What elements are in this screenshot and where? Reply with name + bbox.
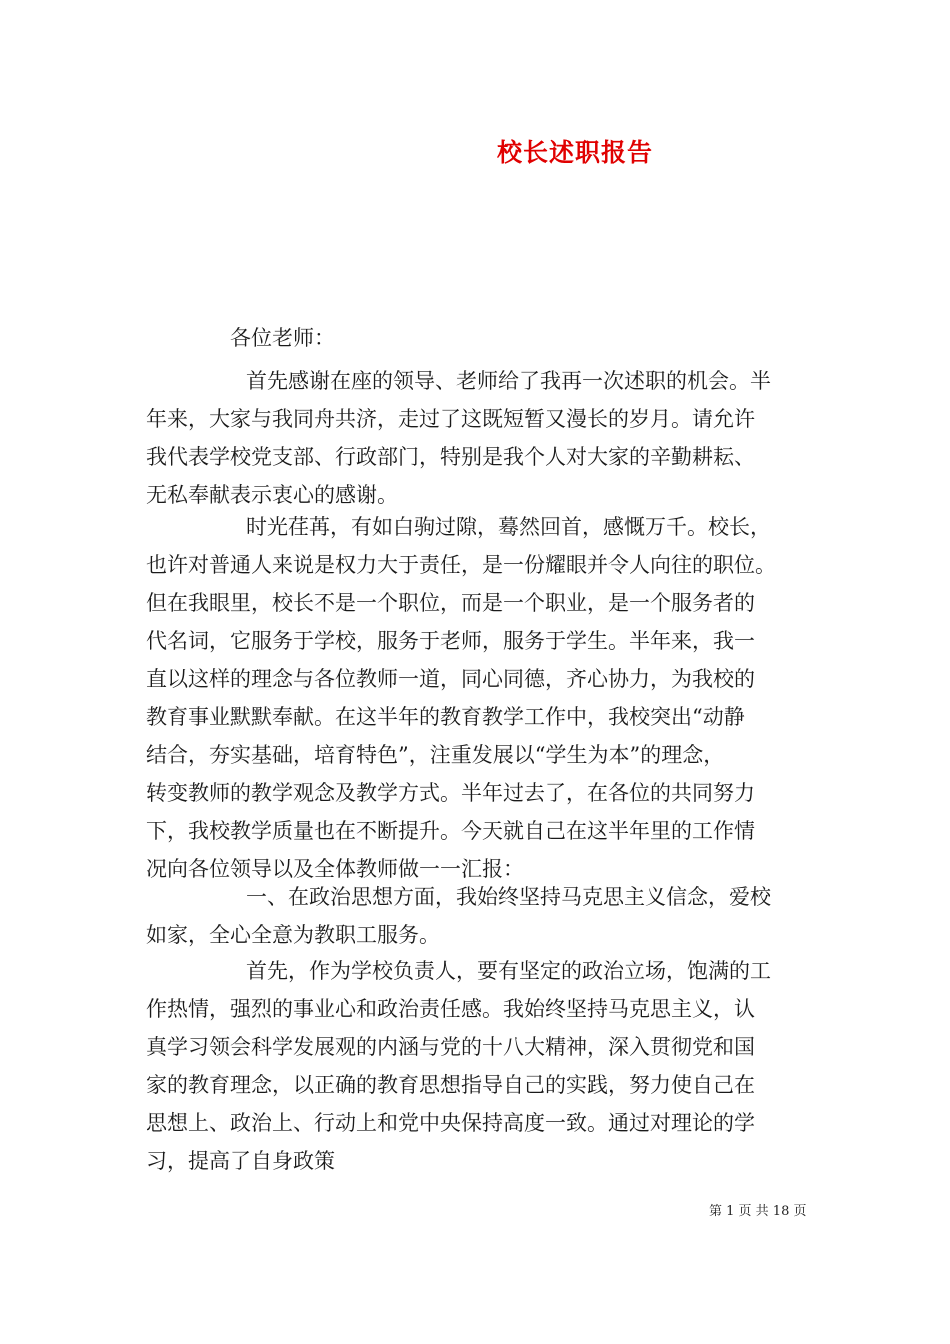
- document-title: 校长述职报告: [496, 138, 653, 167]
- paragraph-line: 但在我眼里，校长不是一个职位，而是一个职业，是一个服务者的: [146, 591, 755, 615]
- paragraph-line: 下，我校教学质量也在不断提升。今天就自己在这半年里的工作情: [146, 819, 755, 843]
- paragraph-line: 年来，大家与我同舟共济，走过了这既短暂又漫长的岁月。请允许: [146, 407, 755, 431]
- page-number-footer: 第 1 页 共 18 页: [709, 1204, 807, 1219]
- paragraph-line: 如家，全心全意为教职工服务。: [146, 923, 440, 947]
- paragraph-political-stance: [146, 952, 818, 1180]
- paragraph-line: 我代表学校党支部、行政部门，特别是我个人对大家的辛勤耕耘、: [146, 445, 755, 469]
- paragraph-line: 转变教师的教学观念及教学方式。半年过去了，在各位的共同努力: [146, 781, 755, 805]
- paragraph-line: 习，提高了自身政策: [146, 1149, 335, 1173]
- paragraph-line: 作热情，强烈的事业心和政治责任感。我始终坚持马克思主义，认: [146, 997, 755, 1021]
- paragraph-line: 真学习领会科学发展观的内涵与党的十八大精神，深入贯彻党和国: [146, 1035, 755, 1059]
- paragraph-line: 首先感谢在座的领导、老师给了我再一次述职的机会。半: [246, 369, 771, 393]
- paragraph-line: 思想上、政治上、行动上和党中央保持高度一致。通过对理论的学: [146, 1111, 755, 1135]
- paragraph-line: 也许对普通人来说是权力大于责任，是一份耀眼并令人向往的职位。: [146, 553, 776, 577]
- paragraph-line: 时光荏苒，有如白驹过隙，蓦然回首，感慨万千。校长，: [246, 515, 771, 539]
- paragraph-line: 家的教育理念，以正确的教育思想指导自己的实践，努力使自己在: [146, 1073, 755, 1097]
- paragraph-line: 首先，作为学校负责人，要有坚定的政治立场，饱满的工: [246, 959, 771, 983]
- paragraph-line: 结合，夯实基础，培育特色”，注重发展以“学生为本”的理念，: [146, 743, 725, 767]
- paragraph-section-one-heading: [146, 878, 818, 954]
- paragraph-line: 直以这样的理念与各位教师一道，同心同德，齐心协力，为我校的: [146, 667, 755, 691]
- paragraph-line: 无私奉献表示衷心的感谢。: [146, 483, 398, 507]
- paragraph-thanks: [146, 362, 818, 514]
- paragraph-line: 教育事业默默奉献。在这半年的教育教学工作中，我校突出“动静: [146, 705, 745, 729]
- salutation: 各位老师：: [230, 326, 335, 350]
- paragraph-line: 一、在政治思想方面，我始终坚持马克思主义信念，爱校: [246, 885, 771, 909]
- paragraph-line: 代名词，它服务于学校，服务于老师，服务于学生。半年来，我一: [146, 629, 755, 653]
- paragraph-line: 况向各位领导以及全体教师做一一汇报：: [146, 857, 524, 881]
- paragraph-reflection: [146, 508, 818, 888]
